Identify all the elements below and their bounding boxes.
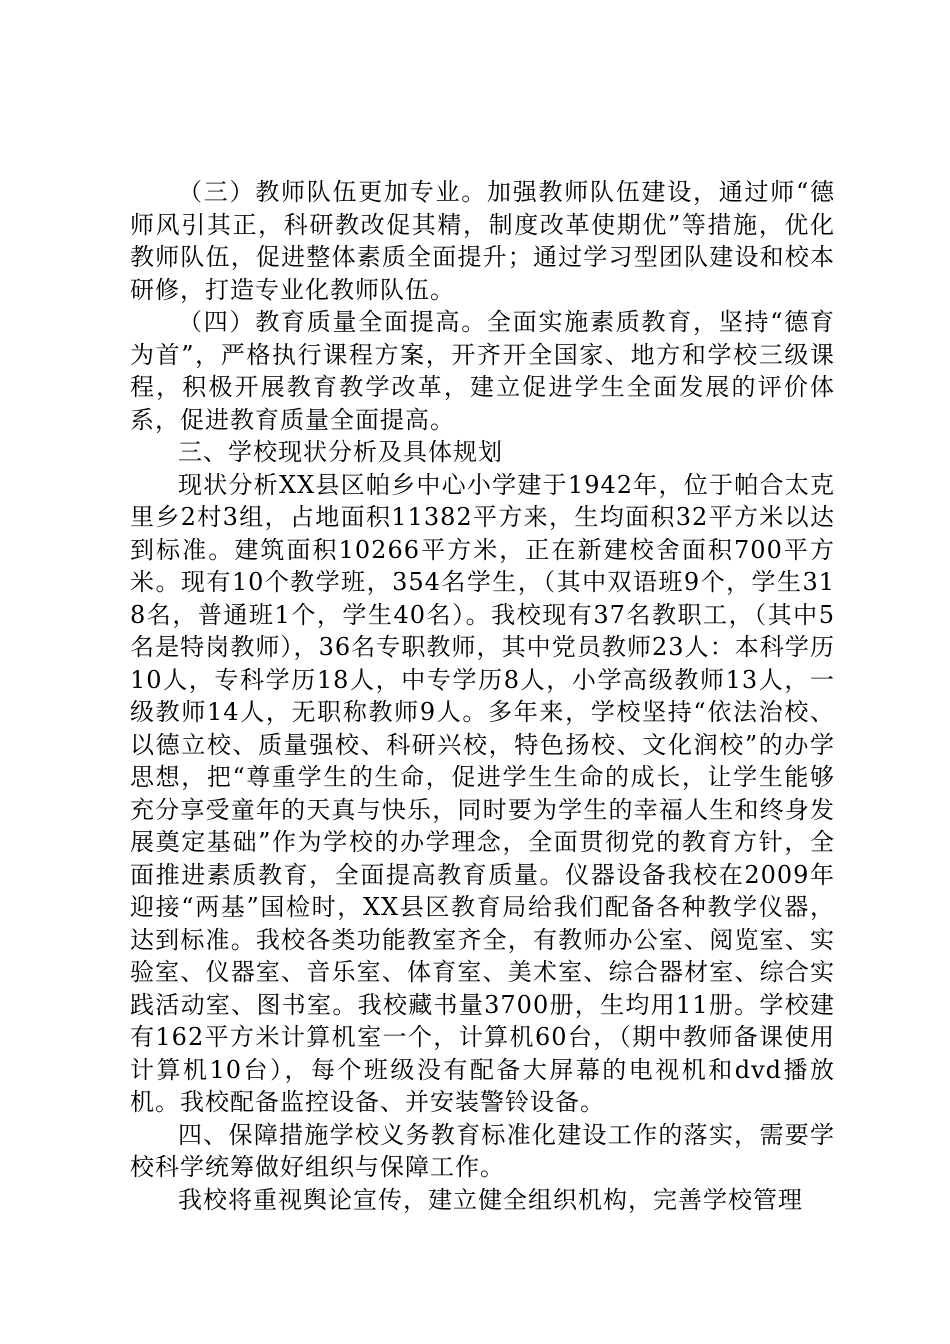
document-body [130, 176, 835, 1216]
paragraph-education-quality: （四）教育质量全面提高。全面实施素质教育，坚持“德育为首”，严格执行课程方案，开齐开全国家、地方和学校三级课程，积极开展教育教学改革，建立促进学生全面发展的评价体系，促进教育质量全面提高。 [130, 308, 835, 434]
paragraph-safeguard-measures: 四、保障措施学校义务教育标准化建设工作的落实，需要学校科学统筹做好组织与保障工作。 [130, 1120, 835, 1181]
paragraph-teacher-team: （三）教师队伍更加专业。加强教师队伍建设，通过师“德师风引其正，科研教改促其精，制度改革使期优”等措施，优化教师队伍，促进整体素质全面提升；通过学习型团队建设和校本研修，打造专业化教师队伍。 [130, 178, 835, 304]
paragraph-publicity: 我校将重视舆论宣传，建立健全组织机构，完善学校管理 [178, 1185, 803, 1214]
paragraph-status-analysis: 现状分析XX县区帕乡中心小学建于1942年，位于帕合太克里乡2村3组，占地面积11382平方来，生均面积32平方米以达到标准。建筑面积10266平方米，正在新建校舍面积700平方米。现有10个教学班，354名学生，（其中双语班9个，学生318名，普通班1个，学生40名）。我校现有37名教职工，（其中5名是特岗教师），36名专职教师，其中党员教师23人：本科学历10人，专科学历18人，中专学历8人，小学高级教师13人，一级教师14人，无职称教师9人。多年来，学校坚持“依法治校、以德立校、质量强校、科研兴校，特色扬校、文化润校”的办学思想，把“尊重学生的生命，促进学生生命的成长，让学生能够充分享受童年的天真与快乐，同时要为学生的幸福人生和终身发展奠定基础”作为学校的办学理念，全面贯彻党的教育方针，全面推进素质教育，全面提高教育质量。仪器设备我校在2009年迎接“两基”国检时，XX县区教育局给我们配备各种教学仪器，达到标准。我校各类功能教室齐全，有教师办公室、阅览室、实验室、仪器室、音乐室、体育室、美术室、综合器材室、综合实践活动室、图书室。我校藏书量3700册，生均用11册。学校建有162平方米计算机室一个，计算机60台，（期中教师备课使用计算机10台），每个班级没有配备大屏幕的电视机和dvd播放机。我校配备监控设备、并安装警铃设备。 [130, 470, 835, 1116]
section-heading-status-analysis: 三、学校现状分析及具体规划 [178, 438, 503, 466]
